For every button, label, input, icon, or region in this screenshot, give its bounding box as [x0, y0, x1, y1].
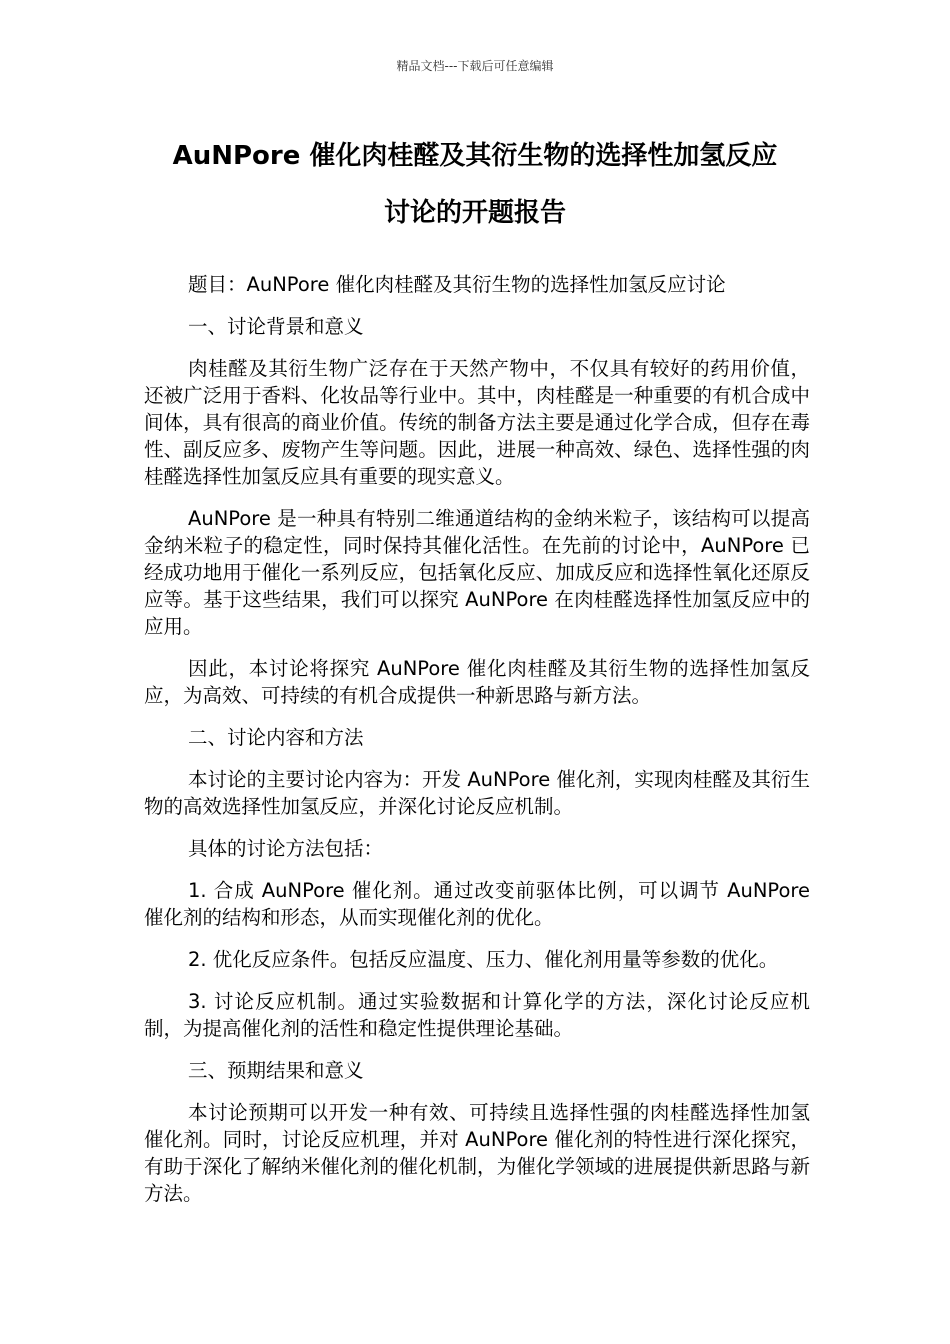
- header-note: 精品文档---下载后可任意编辑: [396, 59, 554, 73]
- section-heading-background: 一、讨论背景和意义: [188, 315, 364, 338]
- paragraph-background-1: 肉桂醛及其衍生物广泛存在于天然产物中，不仅具有较好的药用价值，还被广泛用于香料、化妆品等行业中。其中，肉桂醛是一种重要的有机合成中间体，具有很高的商业价值。传统的制备方法主要是通过化学合成，但存在毒性、副反应多、废物产生等问题。因此，进展一种高效、绿色、选择性强的肉桂醛选择性加氢反应具有重要的现实意义。: [144, 357, 810, 488]
- section-heading-expected: 三、预期结果和意义: [188, 1059, 364, 1082]
- document-body: [144, 271, 810, 1222]
- paragraph-background-2: AuNPore 是一种具有特别二维通道结构的金纳米粒子，该结构可以提高金纳米粒子的稳定性，同时保持其催化活性。在先前的讨论中，AuNPore 已经成功地用于催化一系列反应，包括氧化反应、加成反应和选择性氧化还原反应等。基于这些结果，我们可以探究 AuNPore 在肉桂醛选择性加氢反应中的应用。: [144, 507, 810, 638]
- paragraph-methods-content: 本讨论的主要讨论内容为：开发 AuNPore 催化剂，实现肉桂醛及其衍生物的高效选择性加氢反应，并深化讨论反应机制。: [144, 768, 810, 818]
- paragraph-methods-intro: 具体的讨论方法包括：: [188, 837, 384, 860]
- method-item-1: 1. 合成 AuNPore 催化剂。通过改变前驱体比例，可以调节 AuNPore 催化剂的结构和形态，从而实现催化剂的优化。: [144, 879, 810, 929]
- document-title-line-1: AuNPore 催化肉桂醛及其衍生物的选择性加氢反应: [172, 141, 778, 171]
- section-heading-methods: 二、讨论内容和方法: [188, 726, 364, 749]
- document-title-line-2: 讨论的开题报告: [383, 198, 566, 228]
- paragraph-background-3: 因此，本讨论将探究 AuNPore 催化肉桂醛及其衍生物的选择性加氢反应，为高效、可持续的有机合成提供一种新思路与新方法。: [144, 657, 810, 707]
- paragraph-expected: 本讨论预期可以开发一种有效、可持续且选择性强的肉桂醛选择性加氢催化剂。同时，讨论反应机理，并对 AuNPore 催化剂的特性进行深化探究，有助于深化了解纳米催化剂的催化机制，为催化学领域的进展提供新思路与新方法。: [144, 1101, 810, 1205]
- topic-line: 题目：AuNPore 催化肉桂醛及其衍生物的选择性加氢反应讨论: [188, 273, 726, 296]
- method-item-2: 2. 优化反应条件。包括反应温度、压力、催化剂用量等参数的优化。: [188, 948, 779, 971]
- method-item-3: 3. 讨论反应机制。通过实验数据和计算化学的方法，深化讨论反应机制，为提高催化剂的活性和稳定性提供理论基础。: [144, 990, 810, 1040]
